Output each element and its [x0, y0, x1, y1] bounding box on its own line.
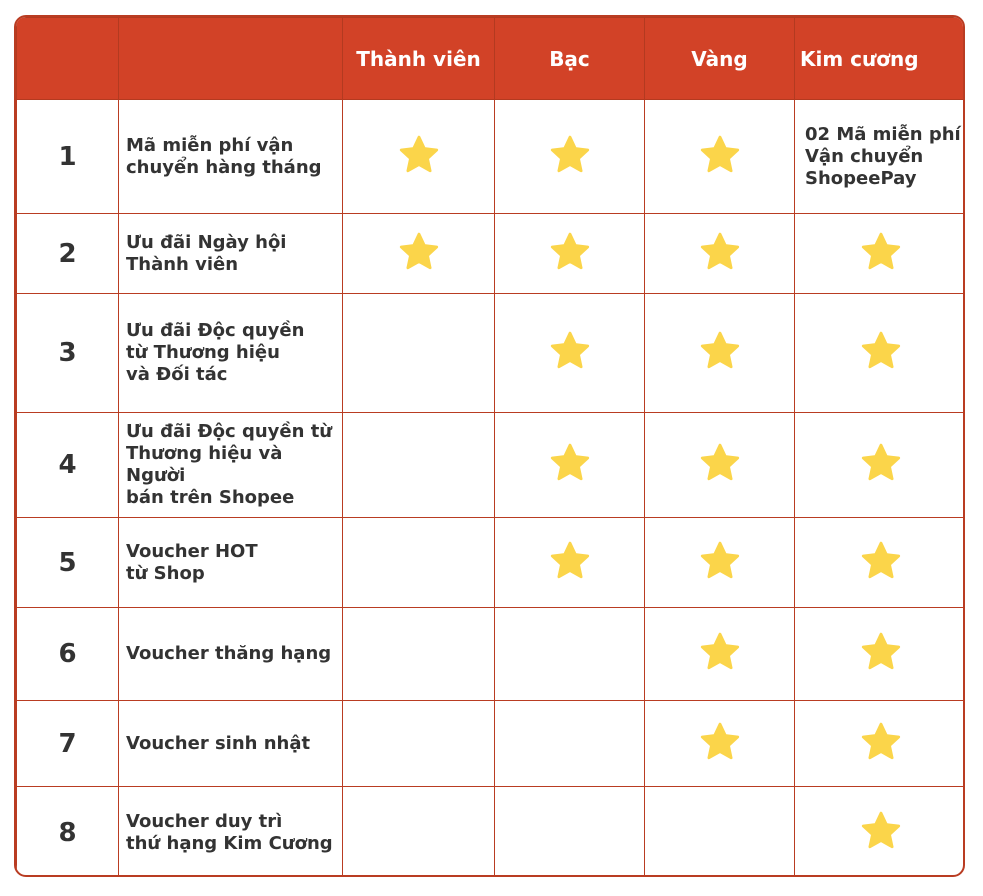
tier-header-member: Thành viên: [343, 18, 495, 100]
row-number: 4: [17, 413, 119, 518]
benefit-cell-diamond: [795, 518, 966, 608]
row-number: 1: [17, 100, 119, 214]
benefit-label: Voucher HOT từ Shop: [119, 518, 343, 608]
benefit-cell-gold: [645, 294, 795, 413]
empty-cell-member: [343, 413, 495, 518]
benefit-cell-gold: [645, 608, 795, 701]
row-number: 3: [17, 294, 119, 413]
empty-cell-member: [343, 701, 495, 787]
benefit-cell-diamond: [795, 701, 966, 787]
tier-header-silver: Bạc: [495, 18, 645, 100]
table-row: [17, 413, 966, 518]
star-icon: [699, 722, 741, 762]
benefit-label: Ưu đãi Độc quyền từ Thương hiệu và Người bán trên Shopee: [119, 413, 343, 518]
benefit-cell-silver: [495, 214, 645, 294]
benefit-note-diamond: 02 Mã miễn phí Vận chuyển ShopeePay: [795, 100, 966, 214]
benefit-cell-gold: [645, 100, 795, 214]
star-icon: [860, 443, 902, 483]
empty-cell-gold: [645, 787, 795, 878]
benefit-cell-gold: [645, 214, 795, 294]
benefit-label: Voucher thăng hạng: [119, 608, 343, 701]
empty-cell-member: [343, 787, 495, 878]
star-icon: [699, 331, 741, 371]
row-number: 7: [17, 701, 119, 787]
empty-cell-member: [343, 518, 495, 608]
star-icon: [860, 232, 902, 272]
empty-cell-silver: [495, 608, 645, 701]
benefit-cell-diamond: [795, 787, 966, 878]
benefit-label: Ưu đãi Độc quyền từ Thương hiệu và Đối tác: [119, 294, 343, 413]
benefit-label: Voucher duy trì thứ hạng Kim Cương: [119, 787, 343, 878]
empty-cell-silver: [495, 787, 645, 878]
star-icon: [699, 443, 741, 483]
star-icon: [860, 722, 902, 762]
star-icon: [860, 331, 902, 371]
benefit-label: Mã miễn phí vận chuyển hàng tháng: [119, 100, 343, 214]
tier-header-diamond: Kim cương: [795, 18, 966, 100]
table-row: [17, 100, 966, 214]
benefit-cell-gold: [645, 701, 795, 787]
benefit-cell-member: [343, 100, 495, 214]
star-icon: [699, 135, 741, 175]
table-row: [17, 787, 966, 878]
header-blank-label: [119, 18, 343, 100]
star-icon: [549, 443, 591, 483]
benefit-cell-silver: [495, 413, 645, 518]
star-icon: [699, 632, 741, 672]
benefit-label: Voucher sinh nhật: [119, 701, 343, 787]
table-row: [17, 214, 966, 294]
row-number: 5: [17, 518, 119, 608]
table-row: [17, 294, 966, 413]
benefit-cell-gold: [645, 413, 795, 518]
tier-header-gold: Vàng: [645, 18, 795, 100]
benefit-cell-diamond: [795, 294, 966, 413]
benefit-label: Ưu đãi Ngày hội Thành viên: [119, 214, 343, 294]
star-icon: [860, 811, 902, 851]
row-number: 8: [17, 787, 119, 878]
table-row: [17, 701, 966, 787]
star-icon: [549, 135, 591, 175]
benefit-cell-silver: [495, 518, 645, 608]
header-row: [17, 18, 966, 100]
empty-cell-member: [343, 294, 495, 413]
benefit-cell-member: [343, 214, 495, 294]
star-icon: [860, 632, 902, 672]
empty-cell-silver: [495, 701, 645, 787]
empty-cell-member: [343, 608, 495, 701]
benefit-cell-silver: [495, 294, 645, 413]
star-icon: [860, 541, 902, 581]
benefit-cell-gold: [645, 518, 795, 608]
star-icon: [549, 541, 591, 581]
row-number: 2: [17, 214, 119, 294]
benefit-cell-silver: [495, 100, 645, 214]
star-icon: [549, 331, 591, 371]
star-icon: [549, 232, 591, 272]
header-blank-number: [17, 18, 119, 100]
star-icon: [699, 232, 741, 272]
benefit-cell-diamond: [795, 413, 966, 518]
benefit-cell-diamond: [795, 608, 966, 701]
row-number: 6: [17, 608, 119, 701]
table-row: [17, 608, 966, 701]
star-icon: [699, 541, 741, 581]
star-icon: [398, 232, 440, 272]
star-icon: [398, 135, 440, 175]
benefit-cell-diamond: [795, 214, 966, 294]
membership-benefits-table: [14, 15, 965, 877]
table-row: [17, 518, 966, 608]
